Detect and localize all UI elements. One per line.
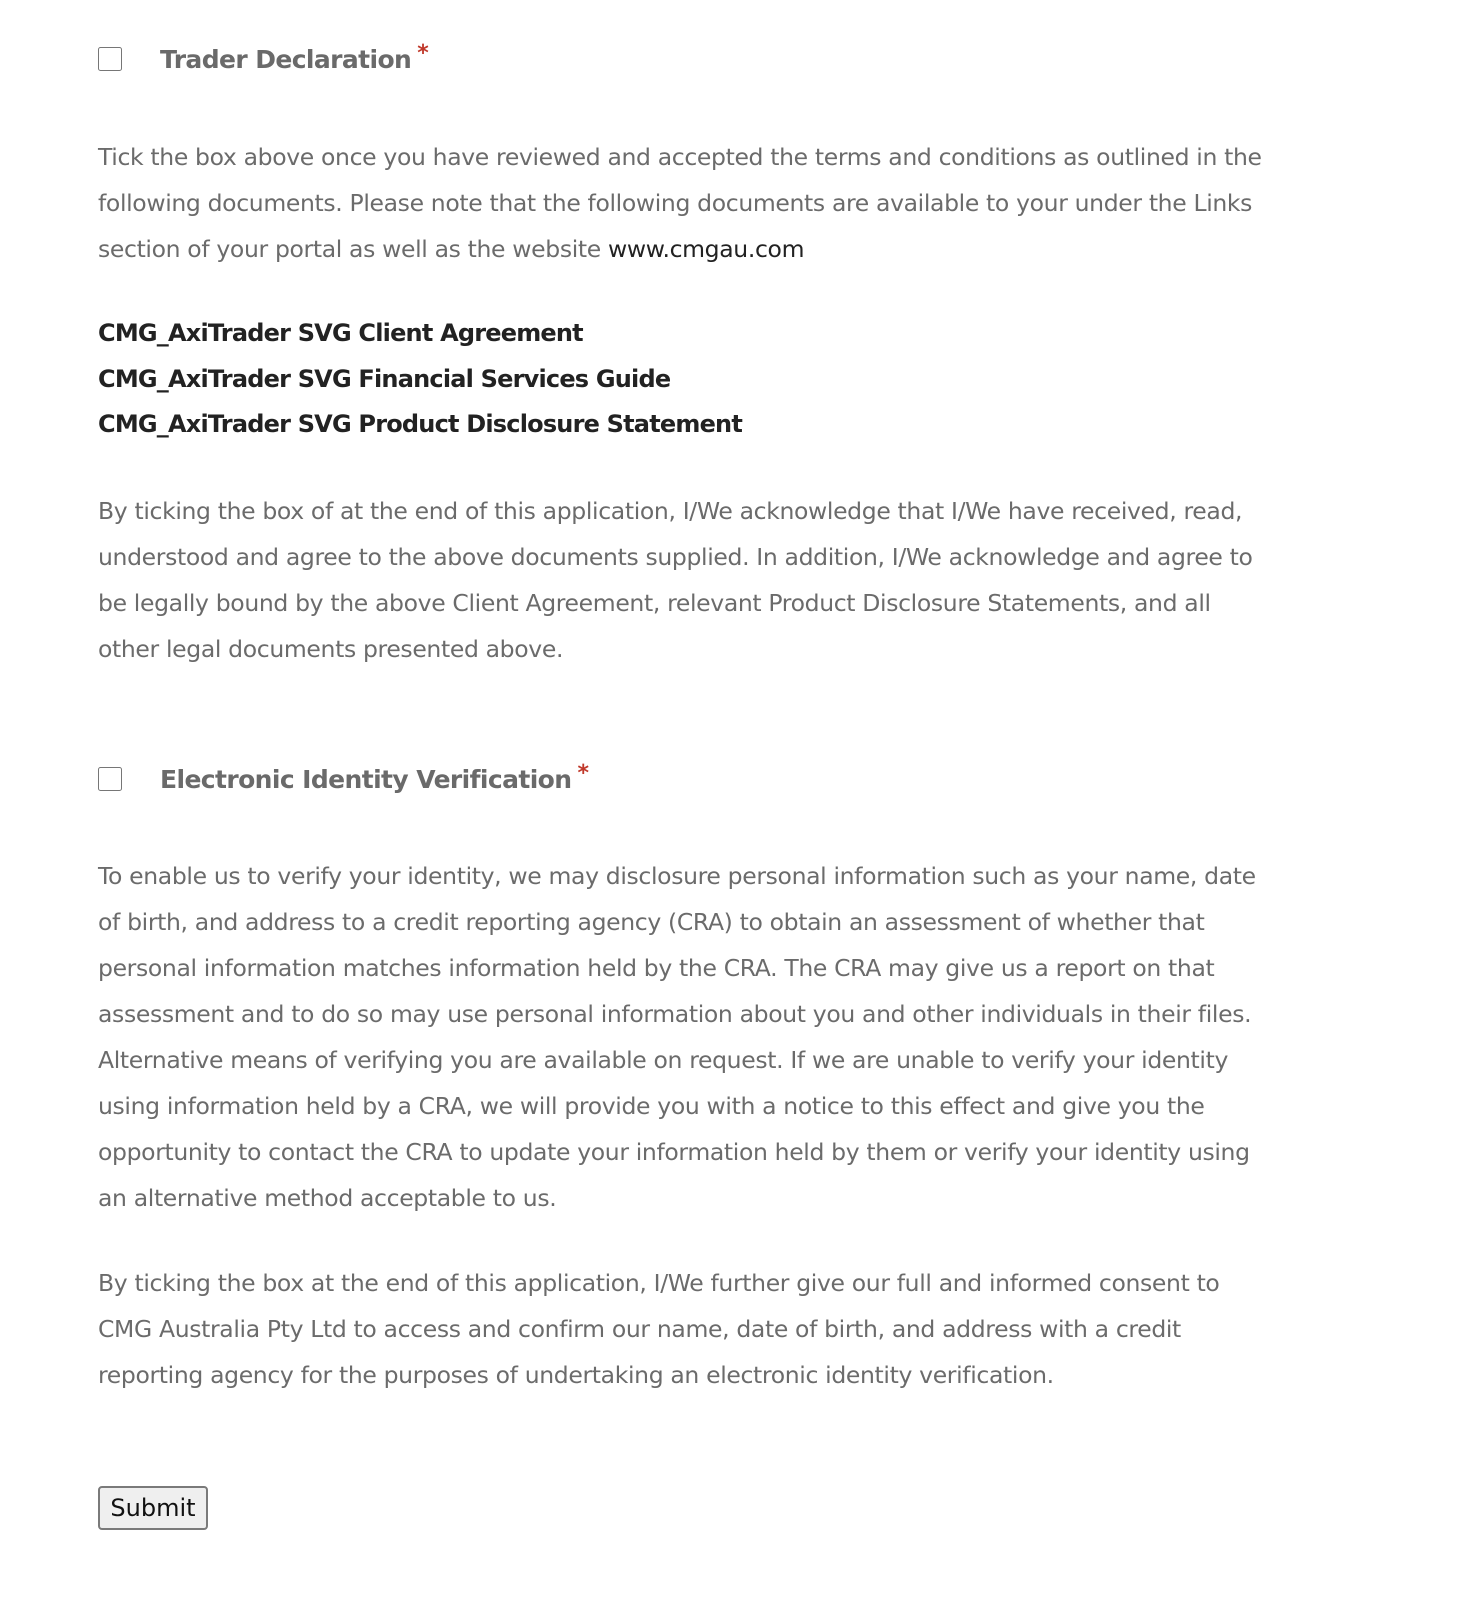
identity-verification-consent: By ticking the box at the end of this application, I/We further give our full and informed consent to CMG Australia Pty Ltd to access and confirm our name, date of birth, and address with a credit reporting agency for the purposes of undertaking an electronic identity verification. (98, 1269, 1220, 1389)
document-client-agreement: CMG_AxiTrader SVG Client Agreement (98, 319, 583, 347)
intro-text: Tick the box above once you have reviewed and accepted the terms and conditions as outlined in the following documents. Please note that the following documents are available to your under the Links section of your portal as well as the website (98, 143, 1262, 263)
trader-declaration-label: Trader Declaration (160, 44, 412, 74)
identity-verification-row[interactable] (98, 759, 588, 799)
trader-declaration-checkbox[interactable] (98, 47, 122, 71)
submit-button[interactable]: Submit (98, 1486, 208, 1530)
identity-verification-checkbox[interactable] (98, 767, 122, 791)
required-marker: * (417, 40, 429, 66)
documents-list (98, 311, 742, 448)
trader-declaration-acknowledgement: By ticking the box of at the end of this application, I/We acknowledge that I/We have received, read, understood and agree to the above documents supplied. In addition, I/We acknowledge and agree to be legally bound by the above Client Agreement, relevant Product Disclosure Statements, and all other legal documents presented above. (98, 497, 1253, 663)
document-financial-services-guide: CMG_AxiTrader SVG Financial Services Guide (98, 364, 671, 393)
identity-verification-description: To enable us to verify your identity, we may disclosure personal information such as your name, date of birth, and address to a credit reporting agency (CRA) to obtain an assessment of whether that personal information matches information held by the CRA. The CRA may give us a report on that assessment and to do so may use personal information about you and other individuals in their files. Alternative means of verifying you are available on request. If we are unable to verify your identity using information held by a CRA, we will provide you with a notice to this effect and give you the opportunity to contact the CRA to update your information held by them or verify your identity using an alternative method acceptable to us. (98, 862, 1256, 1212)
trader-declaration-intro (98, 134, 1278, 272)
identity-verification-label-wrap (160, 760, 589, 794)
document-product-disclosure-statement: CMG_AxiTrader SVG Product Disclosure Statement (98, 410, 743, 438)
identity-verification-label: Electronic Identity Verification (160, 764, 572, 794)
required-marker: * (577, 760, 589, 786)
website-link[interactable]: www.cmgau.com (608, 235, 805, 263)
trader-declaration-row[interactable] (98, 39, 428, 79)
trader-declaration-label-wrap (160, 40, 429, 74)
